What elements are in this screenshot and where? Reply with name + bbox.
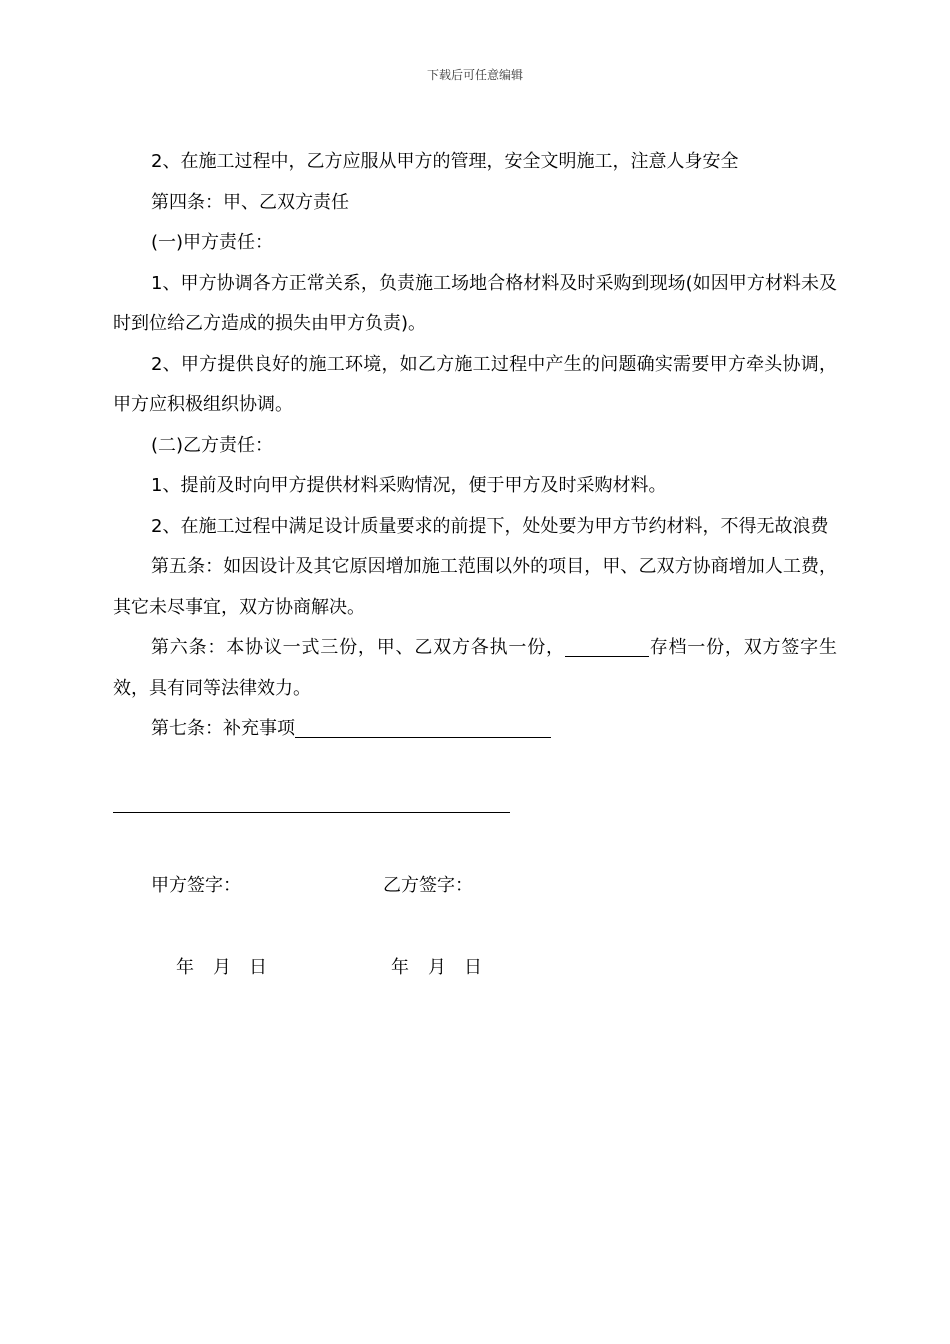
year-label: 年 xyxy=(391,957,409,978)
article-6-text-after: 存档一份，双方签字生效，具有同等法律效力。 xyxy=(113,637,837,699)
party-a-date xyxy=(176,955,267,981)
section-heading: (一)甲方责任： xyxy=(151,232,274,253)
supplementary-blank-line[interactable] xyxy=(113,812,510,813)
section-heading: (二)乙方责任： xyxy=(151,434,274,456)
day-label: 日 xyxy=(249,957,267,978)
header-note: 下载后可任意编辑 xyxy=(426,68,523,82)
party-a-signature-label: 甲方签字： xyxy=(151,875,241,896)
day-label: 日 xyxy=(464,957,482,978)
article-6-text-before: 第六条：本协议一式三份，甲、乙双方各执一份， xyxy=(151,637,565,658)
paragraph: 2、在施工过程中满足设计质量要求的前提下，处处要为甲方节约材料，不得无故浪费 xyxy=(151,515,829,537)
archive-party-blank[interactable] xyxy=(565,634,649,657)
party-b-date xyxy=(391,955,482,981)
paragraph: 第五条：如因设计及其它原因增加施工范围以外的项目，甲、乙双方协商增加人工费，其它未尽事宜，双方协商解决。 xyxy=(113,556,837,618)
year-label: 年 xyxy=(176,957,194,978)
paragraph: 2、甲方提供良好的施工环境，如乙方施工过程中产生的问题确实需要甲方牵头协调，甲方应积极组织协调。 xyxy=(113,353,837,415)
month-label: 月 xyxy=(213,957,231,978)
article-7-paragraph xyxy=(113,709,837,750)
paragraph: 1、甲方协调各方正常关系，负责施工场地合格材料及时采购到现场(如因甲方材料未及时到位给乙方造成的损失由甲方负责)。 xyxy=(113,272,837,334)
party-b-signature-label: 乙方签字： xyxy=(383,875,473,896)
supplementary-blank[interactable] xyxy=(295,715,551,738)
paragraph: 2、在施工过程中，乙方应服从甲方的管理，安全文明施工，注意人身安全 xyxy=(151,151,739,172)
paragraph: 1、提前及时向甲方提供材料采购情况，便于甲方及时采购材料。 xyxy=(151,475,667,496)
article-7-label: 第七条：补充事项 xyxy=(151,718,295,739)
article-heading: 第四条：甲、乙双方责任 xyxy=(151,191,349,213)
document-body xyxy=(113,142,837,750)
month-label: 月 xyxy=(428,957,446,978)
article-6-paragraph xyxy=(113,628,837,709)
